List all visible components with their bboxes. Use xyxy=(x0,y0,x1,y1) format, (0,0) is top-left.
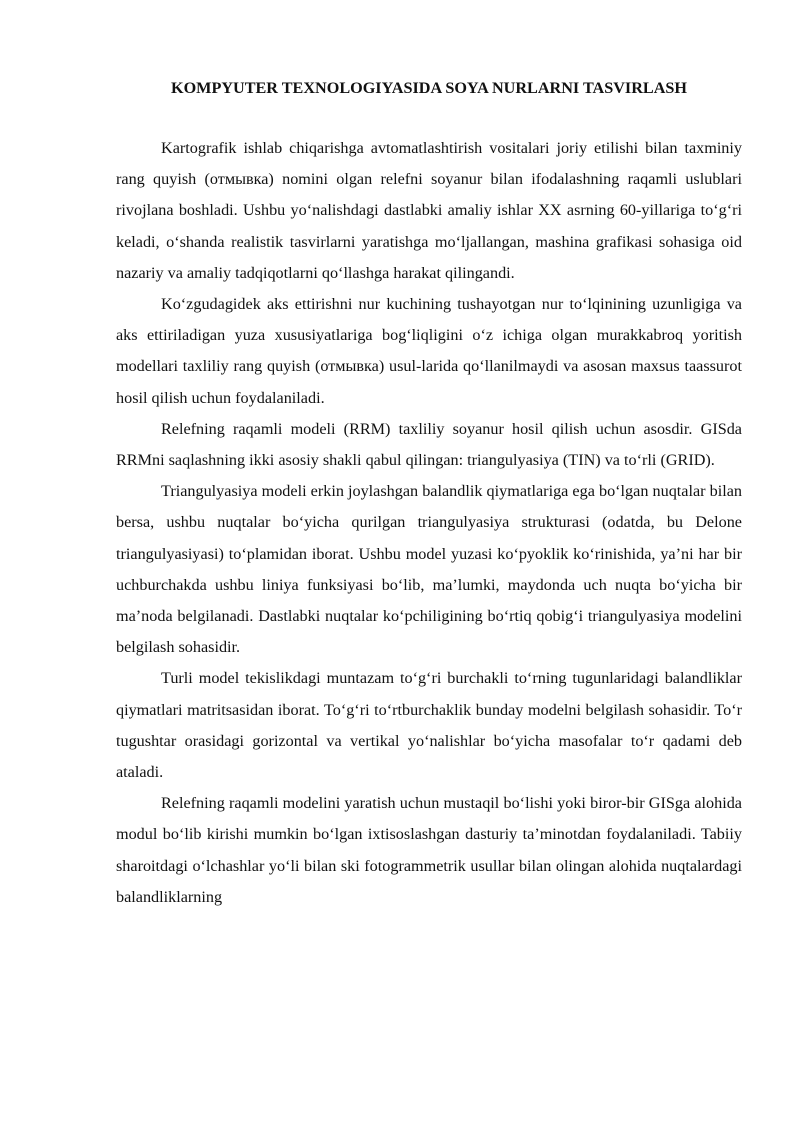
document-page xyxy=(116,0,742,913)
document-body xyxy=(116,133,742,913)
paragraph: Ko‘zgudagidek aks ettirishni nur kuchining tushayotgan nur to‘lqinining uzunligiga va aks ettiriladigan yuza xususiyatlariga bog‘liqligini o‘z ichiga olgan murakkabroq yoritish modellari taxliliy rang quyish (отмывка) usul-larida qo‘llanilmaydi va asosan maxsus taassurot hosil qilish uchun foydalaniladi. xyxy=(116,295,742,407)
paragraph: Triangulyasiya modeli erkin joylashgan balandlik qiymatlariga ega bo‘lgan nuqtalar bilan bersa, ushbu nuqtalar bo‘yicha qurilgan triangulyasiya strukturasi (odatda, bu Delone triangulyasiyasi) to‘plamidan iborat. Ushbu model yuzasi ko‘pyoklik ko‘rinishida, ya’ni har bir uchburchakda ushbu liniya funksiyasi bo‘lib, ma’lumki, maydonda uch nuqta bo‘yicha bir ma’noda belgilanadi. Dastlabki nuqtalar ko‘pchiligining bo‘rtiq qobig‘i triangulyasiya modelini belgilash sohasidir. xyxy=(116,482,742,657)
paragraph: Relefning raqamli modelini yaratish uchun mustaqil bo‘lishi yoki biror-bir GISga alohida modul bo‘lib kirishi mumkin bo‘lgan ixtisoslashgan dasturiy ta’minotdan foydalaniladi. Tabiiy sharoitdagi o‘lchashlar yo‘li bilan ski fotogrammetrik usullar bilan olingan alohida nuqtalardagi balandliklarning xyxy=(116,794,742,906)
paragraph: Relefning raqamli modeli (RRM) taxliliy soyanur hosil qilish uchun asosdir. GISda RRMni saqlashning ikki asosiy shakli qabul qilingan: triangulyasiya (TIN) va to‘rli (GRID). xyxy=(116,419,742,470)
paragraph: Turli model tekislikdagi muntazam to‘g‘ri burchakli to‘rning tugunlaridagi balandliklar qiymatlari matritsasidan iborat. To‘g‘ri to‘rtburchaklik bunday modelni belgilash sohasidir. To‘r tugushtar orasidagi gorizontal va vertikal yo‘nalishlar bo‘yicha masofalar to‘r qadami deb ataladi. xyxy=(116,669,742,782)
document-title: KOMPYUTER TEXNOLOGIYASIDA SOYA NURLARNI TASVIRLASH xyxy=(170,79,688,97)
paragraph: Kartografik ishlab chiqarishga avtomatlashtirish vositalari joriy etilishi bilan taxminiy rang quyish (отмывка) nomini olgan relefni soyanur bilan ifodalashning raqamli uslublari rivojlana boshladi. Ushbu yo‘nalishdagi dastlabki amaliy ishlar XX asrning 60-yillariga to‘g‘ri keladi, o‘shanda realistik tasvirlarni yaratishga mo‘ljallangan, mashina grafikasi sohasiga oid nazariy va amaliy tadqiqotlarni qo‘llashga harakat qilingandi. xyxy=(116,139,742,282)
